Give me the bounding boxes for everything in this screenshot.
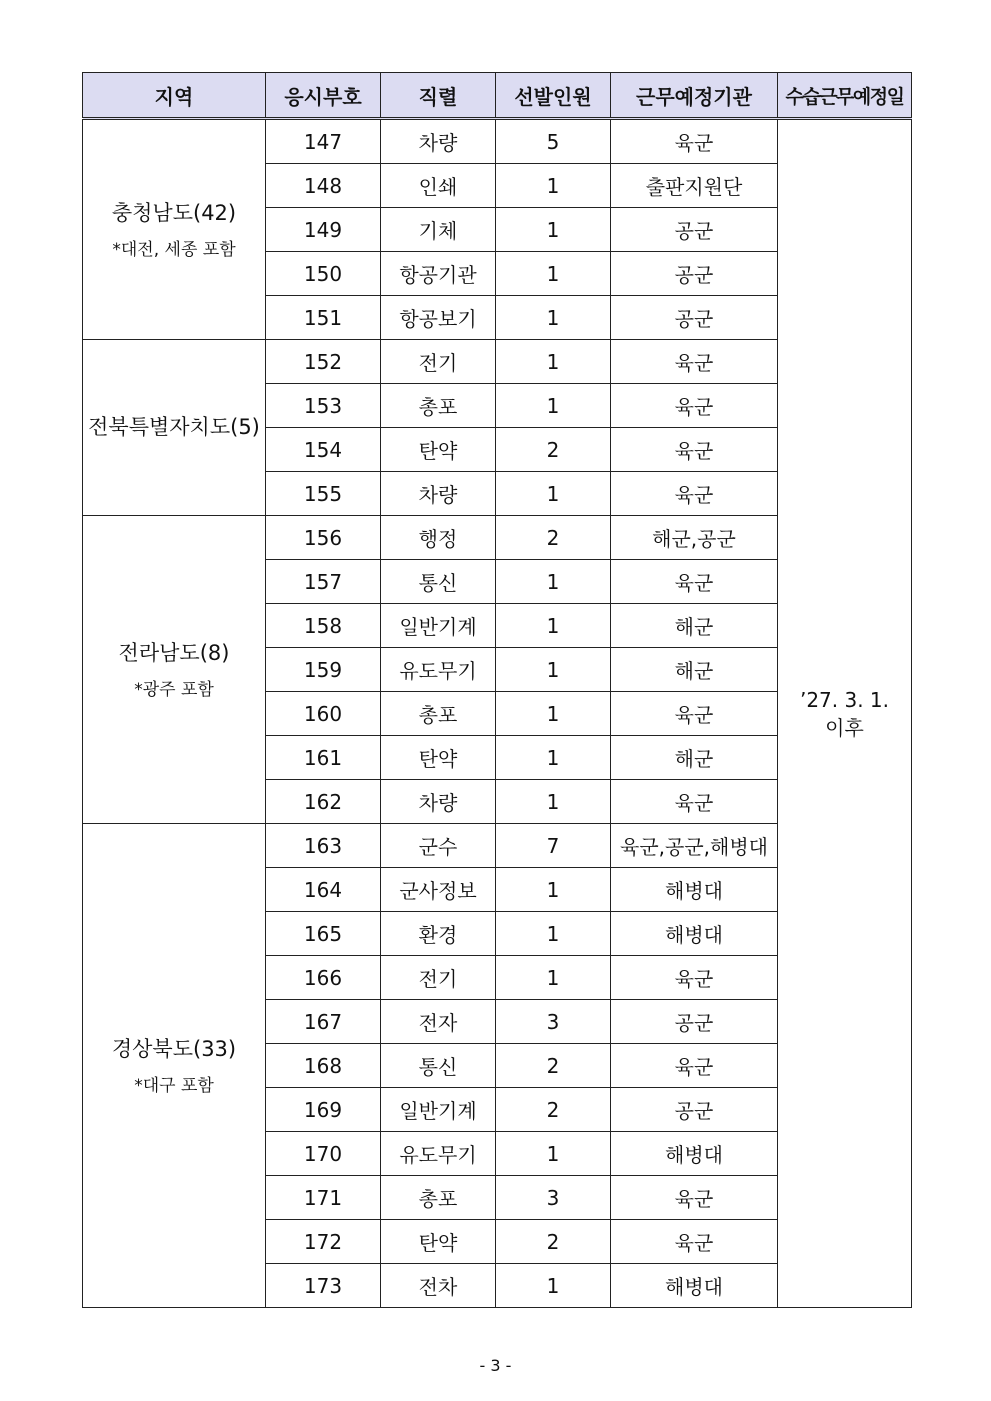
headcount-cell: 7	[496, 824, 611, 868]
organization-cell: 해병대	[611, 1264, 778, 1308]
start-date-line: 이후	[825, 715, 864, 740]
headcount-cell: 1	[496, 692, 611, 736]
headcount-cell: 2	[496, 1044, 611, 1088]
job-series-cell: 전자	[381, 1000, 496, 1044]
headcount-cell: 1	[496, 252, 611, 296]
exam-code-cell: 161	[266, 736, 381, 780]
exam-code-cell: 167	[266, 1000, 381, 1044]
region-note: *광주 포함	[134, 679, 214, 700]
job-series-cell: 총포	[381, 1176, 496, 1220]
headcount-cell: 3	[496, 1000, 611, 1044]
region-name: 전북특별자치도(5)	[88, 414, 260, 439]
exam-code-cell: 162	[266, 780, 381, 824]
organization-cell: 해군	[611, 736, 778, 780]
organization-cell: 출판지원단	[611, 164, 778, 208]
exam-code-cell: 159	[266, 648, 381, 692]
job-series-cell: 전기	[381, 340, 496, 384]
headcount-cell: 1	[496, 780, 611, 824]
region-cell	[83, 824, 266, 1308]
job-series-cell: 총포	[381, 384, 496, 428]
organization-cell: 육군	[611, 1176, 778, 1220]
organization-cell: 공군	[611, 208, 778, 252]
exam-code-cell: 168	[266, 1044, 381, 1088]
exam-code-cell: 160	[266, 692, 381, 736]
region-name: 전라남도(8)	[118, 641, 230, 666]
job-series-cell: 유도무기	[381, 648, 496, 692]
job-series-cell: 유도무기	[381, 1132, 496, 1176]
organization-cell: 육군	[611, 340, 778, 384]
job-series-cell: 행정	[381, 516, 496, 560]
organization-cell: 해병대	[611, 868, 778, 912]
start-date-cell	[778, 119, 912, 1308]
headcount-cell: 1	[496, 560, 611, 604]
exam-code-cell: 149	[266, 208, 381, 252]
job-series-cell: 환경	[381, 912, 496, 956]
organization-cell: 해병대	[611, 1132, 778, 1176]
header-row	[83, 73, 912, 119]
table-body	[83, 119, 912, 1308]
organization-cell: 공군	[611, 1000, 778, 1044]
exam-code-cell: 170	[266, 1132, 381, 1176]
headcount-cell: 2	[496, 1220, 611, 1264]
exam-code-cell: 171	[266, 1176, 381, 1220]
page-number: - 3 -	[479, 1356, 512, 1375]
region-cell	[83, 340, 266, 516]
exam-code-cell: 147	[266, 119, 381, 164]
organization-cell: 육군	[611, 956, 778, 1000]
exam-code-cell: 151	[266, 296, 381, 340]
organization-cell: 육군	[611, 472, 778, 516]
headcount-cell: 1	[496, 912, 611, 956]
job-series-cell: 탄약	[381, 736, 496, 780]
region-name: 경상북도(33)	[111, 1037, 237, 1062]
region-cell	[83, 516, 266, 824]
header-start-date: 수습근무예정일	[778, 73, 912, 119]
headcount-cell: 1	[496, 1132, 611, 1176]
header-job-series: 직렬	[381, 73, 496, 119]
job-series-cell: 탄약	[381, 428, 496, 472]
organization-cell: 육군	[611, 428, 778, 472]
organization-cell: 해군	[611, 604, 778, 648]
headcount-cell: 2	[496, 1088, 611, 1132]
job-series-cell: 항공기관	[381, 252, 496, 296]
organization-cell: 육군,공군,해병대	[611, 824, 778, 868]
headcount-cell: 2	[496, 516, 611, 560]
exam-code-cell: 152	[266, 340, 381, 384]
job-series-cell: 총포	[381, 692, 496, 736]
headcount-cell: 1	[496, 472, 611, 516]
headcount-cell: 1	[496, 1264, 611, 1308]
exam-code-cell: 172	[266, 1220, 381, 1264]
region-name: 충청남도(42)	[111, 201, 237, 226]
exam-code-cell: 173	[266, 1264, 381, 1308]
exam-code-cell: 148	[266, 164, 381, 208]
region-note: *대전, 세종 포함	[112, 239, 236, 260]
organization-cell: 해군,공군	[611, 516, 778, 560]
exam-code-cell: 158	[266, 604, 381, 648]
job-series-cell: 기체	[381, 208, 496, 252]
headcount-cell: 1	[496, 648, 611, 692]
header-organization: 근무예정기관	[611, 73, 778, 119]
exam-code-cell: 157	[266, 560, 381, 604]
headcount-cell: 1	[496, 868, 611, 912]
region-note: *대구 포함	[134, 1075, 214, 1096]
header-headcount: 선발인원	[496, 73, 611, 119]
job-series-cell: 항공보기	[381, 296, 496, 340]
headcount-cell: 5	[496, 119, 611, 164]
headcount-cell: 2	[496, 428, 611, 472]
exam-code-cell: 164	[266, 868, 381, 912]
table-row	[83, 119, 912, 164]
job-series-cell: 차량	[381, 780, 496, 824]
exam-code-cell: 156	[266, 516, 381, 560]
exam-code-cell: 155	[266, 472, 381, 516]
organization-cell: 육군	[611, 560, 778, 604]
organization-cell: 육군	[611, 780, 778, 824]
recruitment-table	[82, 72, 912, 1308]
headcount-cell: 1	[496, 296, 611, 340]
organization-cell: 공군	[611, 1088, 778, 1132]
headcount-cell: 1	[496, 208, 611, 252]
exam-code-cell: 154	[266, 428, 381, 472]
job-series-cell: 일반기계	[381, 1088, 496, 1132]
job-series-cell: 탄약	[381, 1220, 496, 1264]
headcount-cell: 1	[496, 164, 611, 208]
header-region: 지역	[83, 73, 266, 119]
job-series-cell: 인쇄	[381, 164, 496, 208]
headcount-cell: 1	[496, 340, 611, 384]
headcount-cell: 3	[496, 1176, 611, 1220]
job-series-cell: 전차	[381, 1264, 496, 1308]
organization-cell: 육군	[611, 1044, 778, 1088]
exam-code-cell: 166	[266, 956, 381, 1000]
job-series-cell: 일반기계	[381, 604, 496, 648]
exam-code-cell: 165	[266, 912, 381, 956]
exam-code-cell: 169	[266, 1088, 381, 1132]
header-exam-code: 응시부호	[266, 73, 381, 119]
job-series-cell: 통신	[381, 1044, 496, 1088]
organization-cell: 육군	[611, 119, 778, 164]
exam-code-cell: 150	[266, 252, 381, 296]
exam-code-cell: 163	[266, 824, 381, 868]
job-series-cell: 군사정보	[381, 868, 496, 912]
organization-cell: 공군	[611, 296, 778, 340]
headcount-cell: 1	[496, 384, 611, 428]
organization-cell: 육군	[611, 384, 778, 428]
exam-code-cell: 153	[266, 384, 381, 428]
organization-cell: 육군	[611, 692, 778, 736]
headcount-cell: 1	[496, 956, 611, 1000]
organization-cell: 공군	[611, 252, 778, 296]
headcount-cell: 1	[496, 736, 611, 780]
organization-cell: 육군	[611, 1220, 778, 1264]
region-cell	[83, 119, 266, 340]
job-series-cell: 통신	[381, 560, 496, 604]
job-series-cell: 차량	[381, 472, 496, 516]
job-series-cell: 전기	[381, 956, 496, 1000]
job-series-cell: 군수	[381, 824, 496, 868]
headcount-cell: 1	[496, 604, 611, 648]
start-date-line: ’27. 3. 1.	[799, 687, 890, 712]
job-series-cell: 차량	[381, 119, 496, 164]
organization-cell: 해군	[611, 648, 778, 692]
organization-cell: 해병대	[611, 912, 778, 956]
